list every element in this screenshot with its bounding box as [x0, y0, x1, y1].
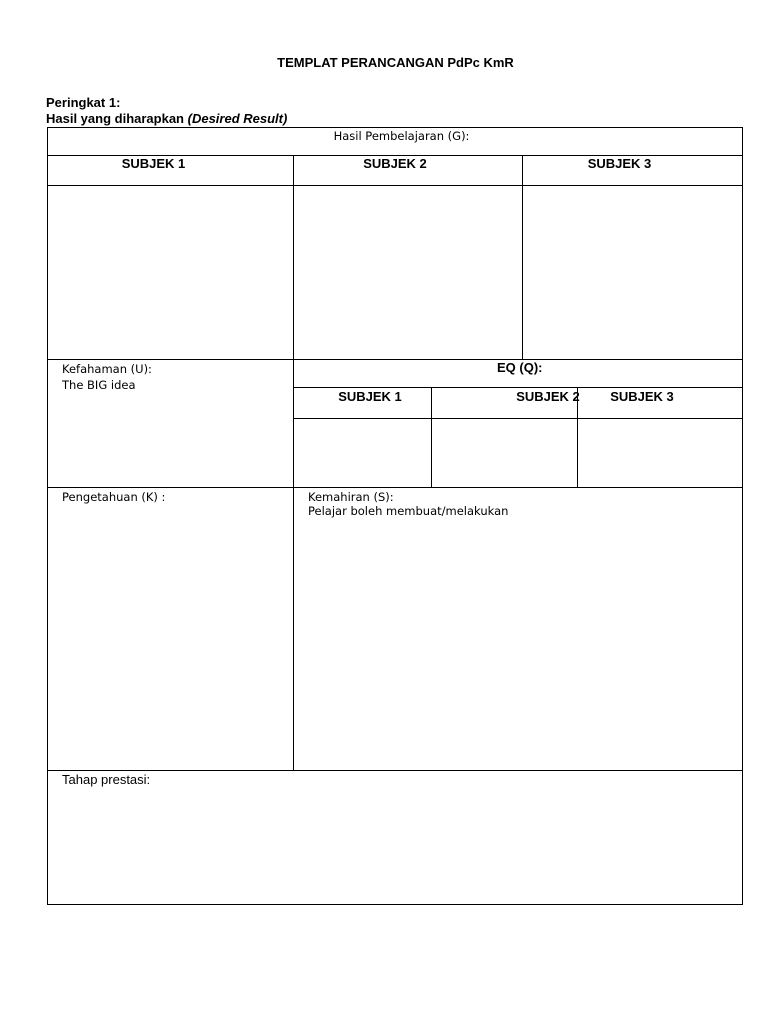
eq-label: EQ (Q): — [497, 360, 543, 375]
document-title: TEMPLAT PERANCANGAN PdPc KmR — [277, 55, 514, 70]
table-rule — [47, 487, 743, 488]
subject-3-content-cell[interactable] — [523, 186, 742, 359]
knowledge-content-cell[interactable] — [48, 506, 293, 770]
subject-1-header: SUBJEK 1 — [121, 156, 186, 171]
skills-sub-label: Pelajar boleh membuat/melakukan — [308, 504, 509, 518]
table-border-right — [742, 127, 743, 905]
subject-2-header: SUBJEK 2 — [363, 156, 427, 171]
desired-result-heading — [46, 111, 287, 126]
learning-outcome-label: Hasil Pembelajaran (G): — [333, 129, 470, 143]
subject-3-header: SUBJEK 3 — [587, 156, 652, 171]
understanding-content-cell[interactable] — [48, 395, 293, 487]
table-rule — [294, 387, 743, 388]
subject-2-content-cell[interactable] — [294, 186, 522, 359]
subject-1-content-cell[interactable] — [48, 186, 293, 359]
understanding-label: Kefahaman (U): — [62, 362, 152, 376]
eq-subject-3-header: SUBJEK 3 — [610, 389, 674, 404]
knowledge-label: Pengetahuan (K) : — [62, 490, 166, 504]
eq-subject-2-cell[interactable] — [432, 419, 577, 487]
eq-subject-1-cell[interactable] — [294, 419, 431, 487]
achievement-content-cell[interactable] — [48, 790, 742, 904]
achievement-label: Tahap prestasi: — [62, 772, 151, 787]
table-rule — [47, 359, 743, 360]
skills-label: Kemahiran (S): — [308, 490, 394, 504]
level-heading: Peringkat 1: — [46, 95, 121, 110]
table-rule — [47, 770, 743, 771]
table-border-bottom — [47, 904, 743, 905]
understanding-sub-label: The BIG idea — [62, 378, 136, 392]
desired-result-label: Hasil yang diharapkan — [46, 111, 184, 126]
desired-result-label-en: (Desired Result) — [187, 111, 288, 126]
eq-subject-2-header: SUBJEK 2 — [516, 389, 580, 404]
skills-content-cell[interactable] — [294, 522, 742, 770]
eq-subject-3-cell[interactable] — [578, 419, 742, 487]
eq-subject-1-header: SUBJEK 1 — [338, 389, 402, 404]
